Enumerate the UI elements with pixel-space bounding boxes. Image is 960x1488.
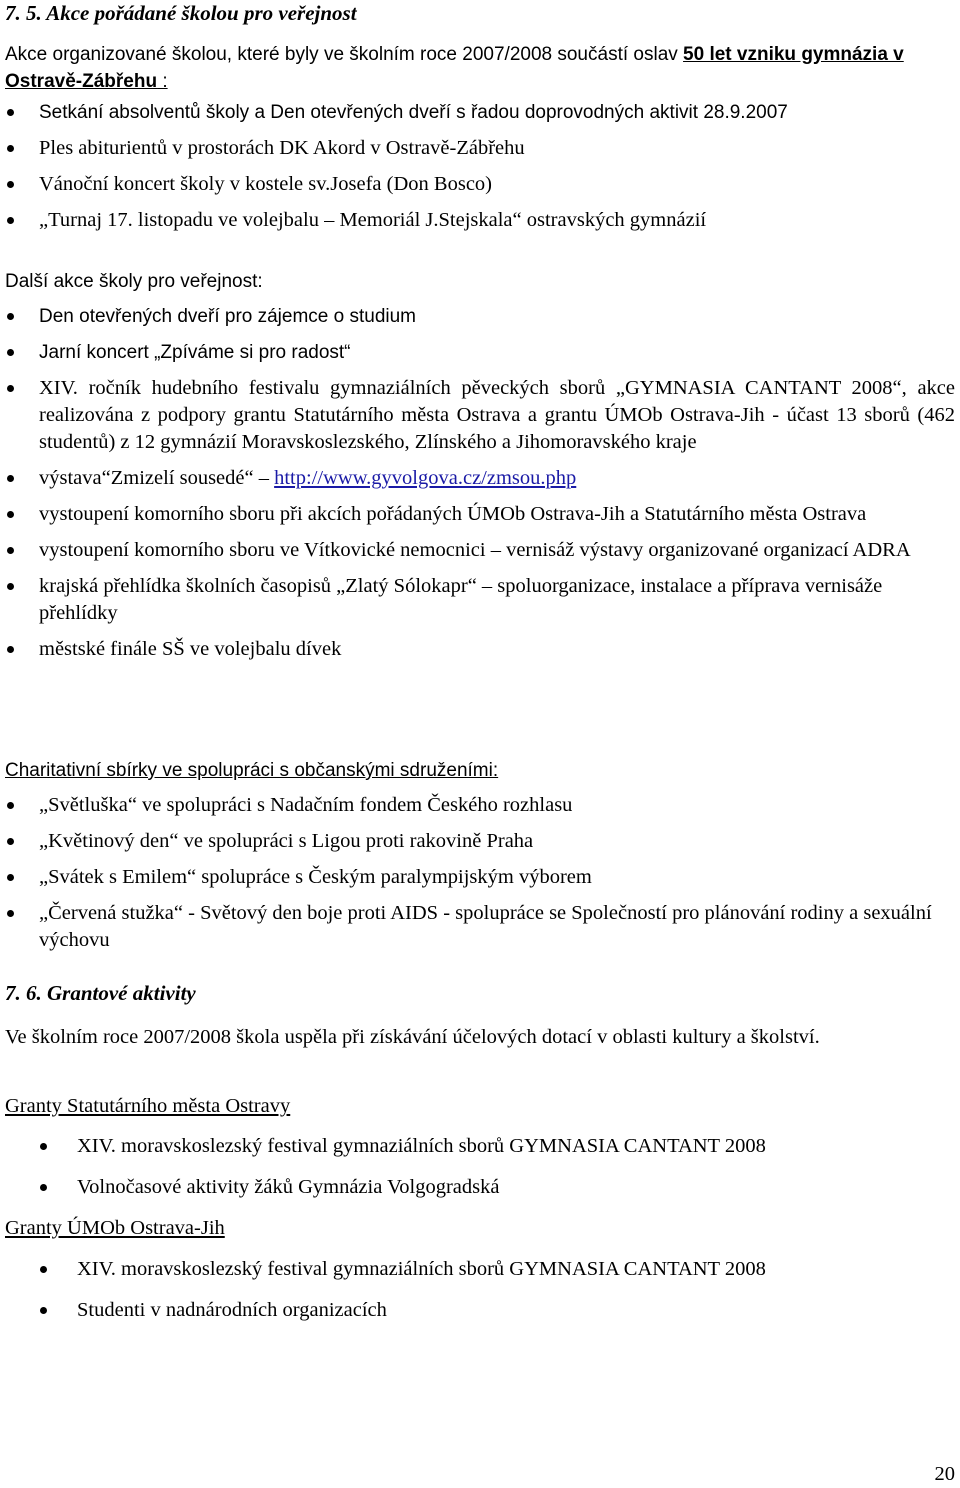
list-item-text: „Svátek s Emilem“ spolupráce s Českým paralympijským výborem	[39, 866, 592, 888]
charity-list	[39, 792, 955, 954]
list-item-text: XIV. ročník hudebního festivalu gymnaziálních pěveckých sborů „GYMNASIA CANTANT 2008“, akce realizována z podpory grantu Statutárního města Ostrava a grantu ÚMOb Ostrava-Jih - účast 13 sborů (462 studentů) z 12 gymnázií Moravskoslezského, Zlínského a Jihomoravského kraje	[39, 377, 955, 453]
section-heading-events: 7. 5. Akce pořádané školou pro veřejnost	[5, 1, 357, 25]
exhibition-link[interactable]: http://www.gyvolgova.cz/zmsou.php	[274, 467, 577, 489]
list-item-text: Vánoční koncert školy v kostele sv.Josefa (Don Bosco)	[39, 173, 492, 195]
bullet-icon	[7, 646, 14, 653]
bullet-icon	[7, 874, 14, 881]
further-events-list	[39, 303, 955, 663]
page-number: 20	[934, 1463, 955, 1485]
bullet-icon	[40, 1184, 47, 1191]
list-item-text: vystoupení komorního sboru ve Vítkovické nemocnici – vernisáž výstavy organizované organizací ADRA	[39, 539, 911, 561]
list-item	[39, 900, 955, 954]
list-item	[39, 465, 955, 492]
list-item	[39, 864, 955, 891]
anniversary-events-list	[39, 99, 955, 234]
list-item-text: výstava“Zmizelí sousedé“ –	[39, 467, 275, 489]
bullet-icon	[7, 109, 14, 116]
list-item	[39, 828, 955, 855]
list-item	[39, 573, 955, 627]
bullet-icon	[7, 583, 14, 590]
grants-city-heading: Granty Statutárního města Ostravy	[5, 1095, 291, 1117]
list-item-text: „Světluška“ ve spolupráci s Nadačním fondem Českého rozhlasu	[39, 794, 573, 816]
list-item	[39, 537, 955, 564]
list-item-text: Studenti v nadnárodních organizacích	[77, 1299, 387, 1321]
list-item	[39, 135, 955, 162]
bullet-icon	[7, 385, 14, 392]
list-item	[39, 792, 955, 819]
section-heading-grants: 7. 6. Grantové aktivity	[5, 981, 196, 1005]
list-item	[77, 1133, 955, 1160]
bullet-icon	[40, 1266, 47, 1273]
bullet-icon	[7, 475, 14, 482]
list-item	[39, 636, 955, 663]
grants-district-list	[77, 1256, 955, 1324]
list-item	[77, 1297, 955, 1324]
bullet-icon	[7, 313, 14, 320]
section-heading-charity: Charitativní sbírky ve spolupráci s občanskými sdruženími:	[5, 760, 499, 781]
list-item	[39, 339, 955, 366]
section-heading-further-events: Další akce školy pro veřejnost:	[5, 271, 263, 292]
grants-city-list	[77, 1133, 955, 1201]
intro-text: Akce organizované školou, které byly ve školním roce 2007/2008 součástí oslav	[5, 44, 684, 65]
list-item	[39, 303, 955, 330]
intro-anniversary: 50 let vzniku gymnázia v Ostravě-Zábřehu	[5, 44, 904, 92]
list-item	[39, 375, 955, 456]
grants-district-heading: Granty ÚMOb Ostrava-Jih	[5, 1217, 225, 1239]
list-item-text: „Květinový den“ ve spolupráci s Ligou proti rakovině Praha	[39, 830, 534, 852]
list-item	[39, 99, 955, 126]
list-item	[39, 501, 955, 528]
bullet-icon	[7, 217, 14, 224]
bullet-icon	[7, 181, 14, 188]
intro-paragraph	[5, 41, 955, 95]
list-item-text: „Červená stužka“ - Světový den boje proti AIDS - spolupráce se Společností pro plánování rodiny a sexuální výchovu	[39, 902, 932, 951]
list-item	[77, 1256, 955, 1283]
list-item	[77, 1174, 955, 1201]
bullet-icon	[7, 910, 14, 917]
list-item	[39, 171, 955, 198]
list-item-text: Jarní koncert „Zpíváme si pro radost“	[39, 342, 351, 363]
list-item-text: Den otevřených dveří pro zájemce o studium	[39, 306, 417, 327]
list-item-text: XIV. moravskoslezský festival gymnaziálních sborů GYMNASIA CANTANT 2008	[77, 1258, 766, 1280]
bullet-icon	[7, 802, 14, 809]
bullet-icon	[7, 547, 14, 554]
list-item-text: Volnočasové aktivity žáků Gymnázia Volgogradská	[77, 1176, 500, 1198]
bullet-icon	[40, 1307, 47, 1314]
bullet-icon	[7, 838, 14, 845]
list-item-text: „Turnaj 17. listopadu ve volejbalu – Memoriál J.Stejskala“ ostravských gymnázií	[39, 209, 707, 231]
list-item-text: Ples abiturientů v prostorách DK Akord v Ostravě-Zábřehu	[39, 137, 525, 159]
list-item	[39, 207, 955, 234]
bullet-icon	[40, 1143, 47, 1150]
list-item-text: krajská přehlídka školních časopisů „Zlatý Sólokapr“ – spoluorganizace, instalace a příprava vernisáže přehlídky	[39, 575, 883, 624]
bullet-icon	[7, 511, 14, 518]
list-item-text: XIV. moravskoslezský festival gymnaziálních sborů GYMNASIA CANTANT 2008	[77, 1135, 766, 1157]
bullet-icon	[7, 145, 14, 152]
list-item-text: městské finále SŠ ve volejbalu dívek	[39, 638, 342, 660]
intro-tail: :	[157, 71, 168, 92]
bullet-icon	[7, 349, 14, 356]
list-item-text: Setkání absolventů školy a Den otevřených dveří s řadou doprovodných aktivit 28.9.2007	[39, 102, 788, 123]
grants-intro: Ve školním roce 2007/2008 škola uspěla při získávání účelových dotací v oblasti kultury a školství.	[5, 1026, 820, 1048]
list-item-text: vystoupení komorního sboru při akcích pořádaných ÚMOb Ostrava-Jih a Statutárního města Ostrava	[39, 503, 867, 525]
